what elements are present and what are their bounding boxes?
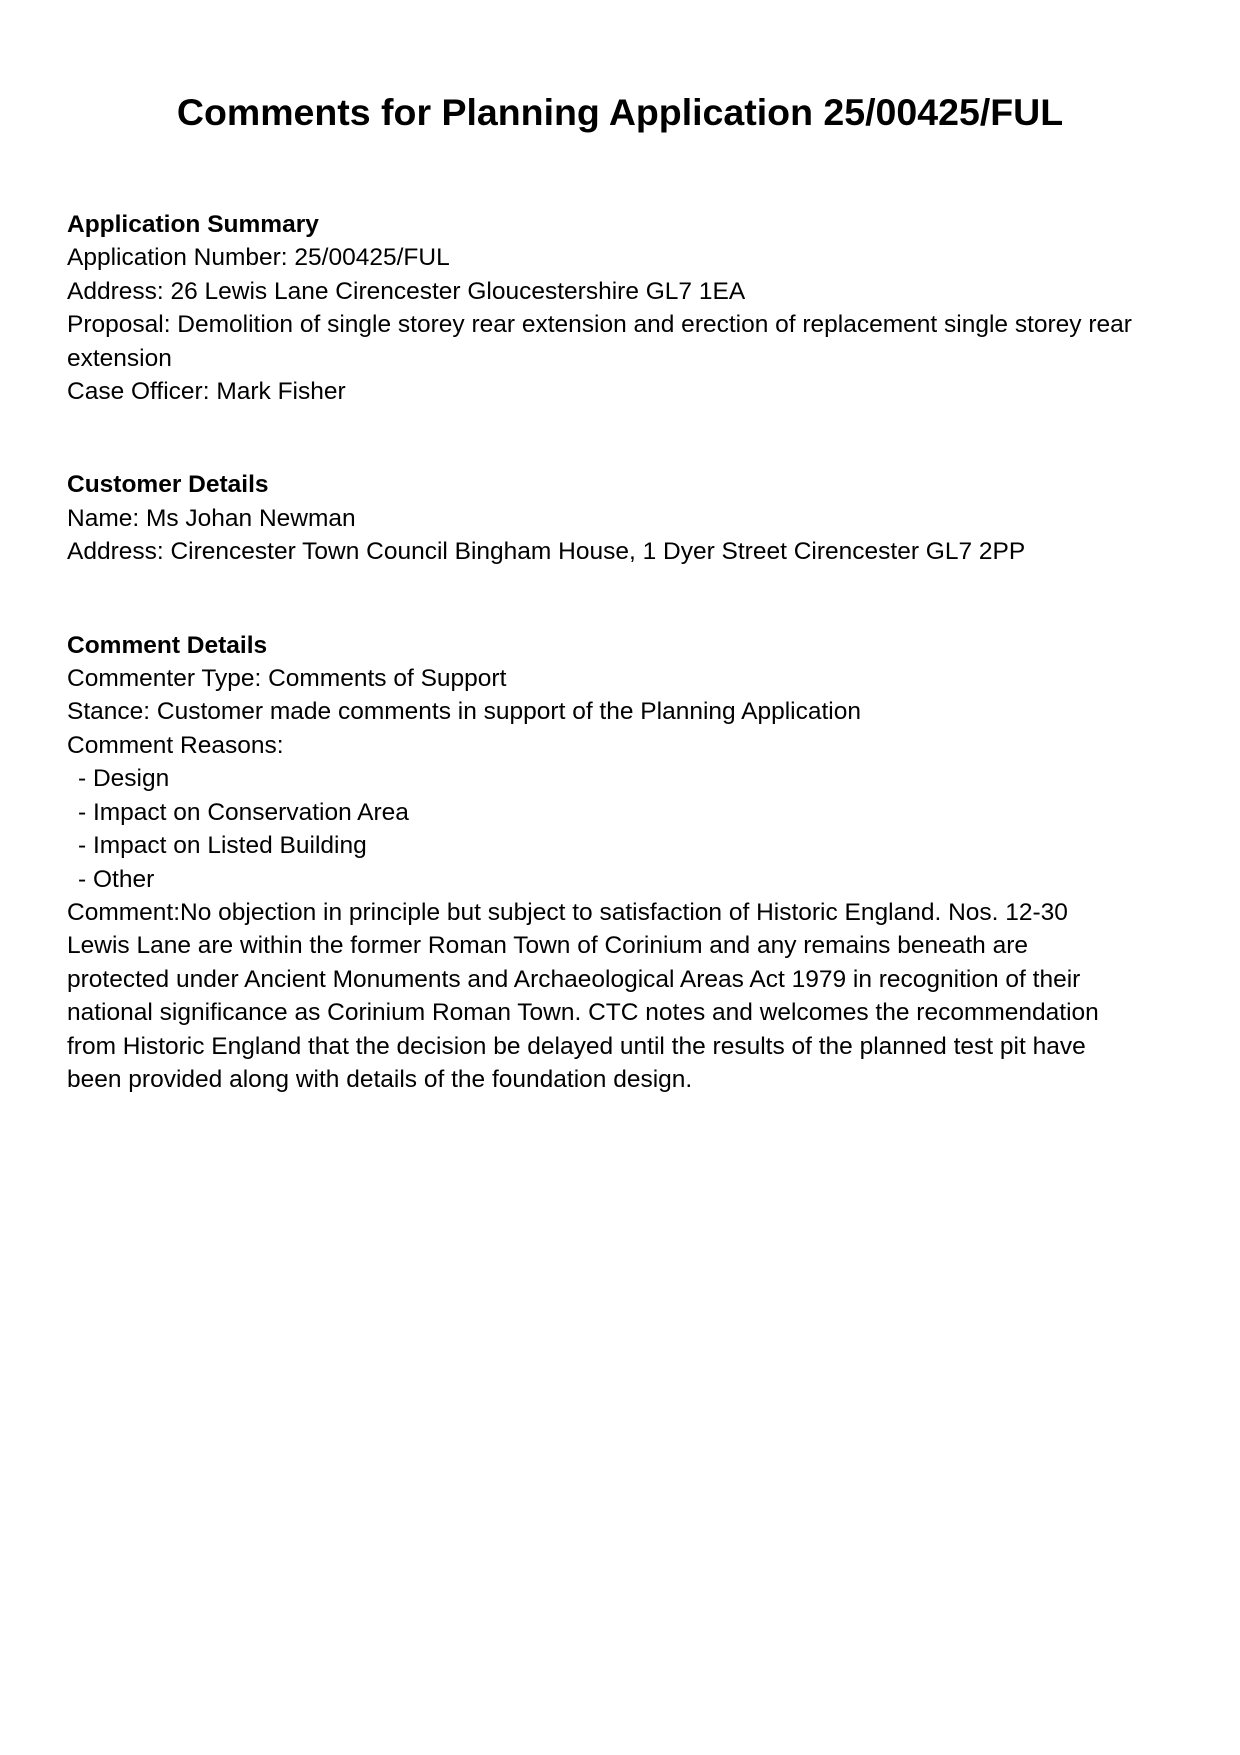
application-summary-heading: Application Summary — [67, 211, 319, 238]
application-number-line: Application Number: 25/00425/FUL — [67, 244, 450, 272]
comment-reason-item: - Design — [78, 765, 170, 793]
application-proposal-line: Proposal: Demolition of single storey rear extension and erection of replacement single storey rear extension — [67, 311, 1132, 372]
customer-name-line: Name: Ms Johan Newman — [67, 504, 356, 532]
comment-reason-item: - Other — [78, 865, 155, 893]
comment-reason-item: - Impact on Listed Building — [78, 832, 367, 860]
commenter-type-line: Commenter Type: Comments of Support — [67, 665, 507, 693]
customer-address-line: Address: Cirencester Town Council Bingham House, 1 Dyer Street Cirencester GL7 2PP — [67, 538, 1026, 566]
stance-line: Stance: Customer made comments in support of the Planning Application — [67, 698, 861, 726]
comment-reasons-label: Comment Reasons: — [67, 731, 284, 759]
application-address-line: Address: 26 Lewis Lane Cirencester Gloucestershire GL7 1EA — [67, 277, 746, 305]
document-title: Comments for Planning Application 25/00425/FUL — [176, 91, 1064, 133]
section-customer-details — [67, 468, 1135, 568]
comment-details-heading: Comment Details — [67, 631, 268, 659]
case-officer-line: Case Officer: Mark Fisher — [67, 378, 346, 406]
section-application-summary — [67, 208, 1135, 408]
section-comment-details — [67, 629, 1135, 1097]
comment-text: Comment:No objection in principle but subject to satisfaction of Historic England. Nos. 12-30 Lewis Lane are within the former Roman Town of Corinium and any remains beneath are protected under Ancient Monuments and Archaeological Areas Act 1979 in recognition of their national significance as Corinium Roman Town. CTC notes and welcomes the recommendation from Historic England that the decision be delayed until the results of the planned test pit have been provided along with details of the foundation design. — [67, 898, 1099, 1093]
comment-reason-item: - Impact on Conservation Area — [78, 798, 409, 826]
customer-details-heading: Customer Details — [67, 471, 269, 499]
